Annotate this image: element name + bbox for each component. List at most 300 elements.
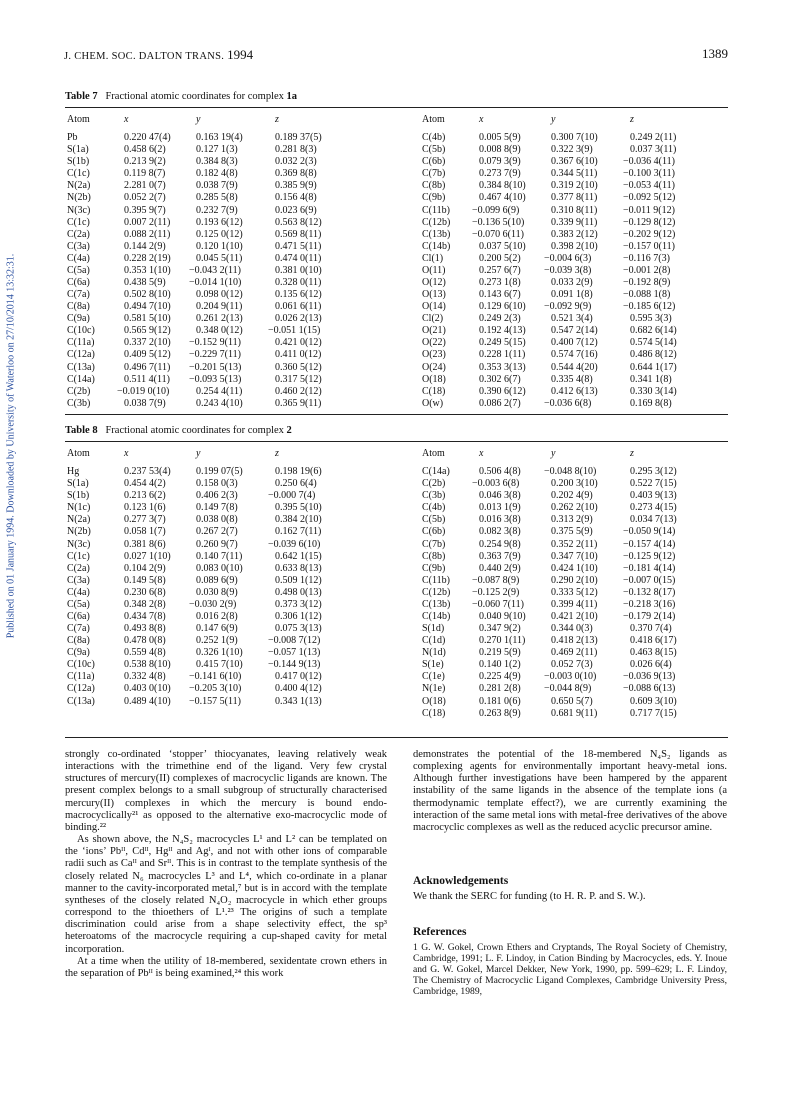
coordinate-cell: −0.043 2(11) (189, 264, 241, 276)
table-row (422, 325, 732, 337)
coordinate-cell: 0.290 2(10) (551, 574, 598, 586)
table-row (422, 301, 732, 313)
coordinate-cell: 0.199 07(5) (196, 466, 243, 478)
table-row (422, 539, 732, 551)
column-header: y (551, 448, 556, 459)
coordinate-cell: −0.092 9(9) (544, 301, 592, 313)
table8-right-block (422, 448, 732, 720)
atom-cell: C(10c) (67, 659, 95, 671)
coordinate-cell: 0.225 4(9) (479, 671, 521, 683)
table-row (422, 156, 732, 168)
coordinate-cell: −0.192 8(9) (623, 277, 671, 289)
table-row (422, 265, 732, 277)
coordinate-cell: −0.057 1(13) (268, 647, 321, 659)
coordinate-cell: 0.365 9(11) (275, 397, 322, 409)
column-header: Atom (67, 448, 90, 459)
coordinate-cell: 0.333 5(12) (551, 586, 598, 598)
table-row (422, 599, 732, 611)
coordinate-cell: 0.412 6(13) (551, 385, 598, 397)
coordinate-cell: 0.415 7(10) (196, 659, 243, 671)
coordinate-cell: 0.347 7(10) (551, 550, 598, 562)
atom-cell: C(11a) (67, 671, 95, 683)
atom-cell: C(13b) (422, 598, 451, 610)
coordinate-cell: 0.353 1(10) (124, 264, 171, 276)
coordinate-cell: 0.219 5(9) (479, 647, 521, 659)
coordinate-cell: 0.574 5(14) (630, 337, 677, 349)
coordinate-cell: 0.262 2(10) (551, 502, 598, 514)
atom-cell: C(6b) (422, 526, 446, 538)
column-header: y (196, 448, 201, 459)
table-row (422, 277, 732, 289)
table-row (67, 349, 387, 361)
table-row (422, 374, 732, 386)
atom-cell: O(14) (422, 301, 446, 313)
coordinate-cell: 0.237 53(4) (124, 466, 171, 478)
coordinate-cell: 0.369 8(8) (275, 168, 317, 180)
coordinate-cell: 0.332 4(8) (124, 671, 166, 683)
table-row (422, 349, 732, 361)
table-row (422, 563, 732, 575)
coordinate-cell: 0.228 1(11) (479, 349, 526, 361)
atom-cell: S(1b) (67, 490, 90, 502)
atom-cell: C(4b) (422, 132, 446, 144)
provenance-text: Published on 01 January 1994. Downloaded by University of Waterloo on 27/10/2014 13:32:31. (5, 253, 17, 639)
coordinate-cell: 0.467 4(10) (479, 192, 526, 204)
table-row (422, 683, 732, 695)
coordinate-cell: 0.424 1(10) (551, 562, 598, 574)
coordinate-cell: 0.129 6(10) (479, 301, 526, 313)
column-header: y (551, 114, 556, 125)
column-header: Atom (67, 114, 90, 125)
atom-cell: N(1d) (422, 647, 446, 659)
coordinate-cell: 0.200 3(10) (551, 478, 598, 490)
coordinate-cell: 0.120 1(10) (196, 240, 243, 252)
table-row (422, 466, 732, 478)
table-row (422, 144, 732, 156)
coordinate-cell: 0.717 7(15) (630, 707, 677, 719)
column-header: y (196, 114, 201, 125)
table7-bottom-rule (65, 414, 728, 415)
atom-cell: C(14b) (422, 240, 451, 252)
table8-top-rule (65, 441, 728, 442)
atom-cell: C(8b) (422, 550, 446, 562)
atom-cell: C(9b) (422, 562, 446, 574)
atom-cell: C(13a) (67, 361, 95, 373)
table-row (422, 289, 732, 301)
coordinate-cell: −0.044 8(9) (544, 683, 592, 695)
coordinate-cell: 0.344 5(11) (551, 168, 598, 180)
coordinate-cell: 0.418 2(13) (551, 635, 598, 647)
coordinate-cell: 0.026 2(13) (275, 313, 322, 325)
coordinate-cell: 0.399 4(11) (551, 598, 598, 610)
coordinate-cell: 0.008 8(9) (479, 144, 521, 156)
atom-cell: C(2a) (67, 228, 90, 240)
coordinate-cell: −0.229 7(11) (189, 349, 241, 361)
coordinate-cell: 0.273 1(8) (479, 277, 521, 289)
coordinate-cell: −0.205 3(10) (189, 683, 242, 695)
coordinate-cell: 0.260 9(7) (196, 538, 238, 550)
table8-left-block (67, 448, 387, 708)
atom-cell: C(3b) (67, 397, 91, 409)
atom-cell: N(2b) (67, 192, 91, 204)
coordinate-cell: 0.395 5(10) (275, 502, 322, 514)
atom-cell: C(7b) (422, 168, 446, 180)
coordinate-cell: 0.232 7(9) (196, 204, 238, 216)
table-row (67, 301, 387, 313)
coordinate-cell: 0.005 5(9) (479, 132, 521, 144)
table-row (67, 490, 387, 502)
table-row (67, 659, 387, 671)
atom-cell: C(9a) (67, 647, 90, 659)
table-row (422, 647, 732, 659)
table-row (67, 313, 387, 325)
coordinate-cell: 0.125 0(12) (196, 228, 243, 240)
table-row (422, 132, 732, 144)
coordinate-cell: 0.040 9(10) (479, 611, 526, 623)
coordinate-cell: 0.038 7(9) (196, 180, 238, 192)
table-row (67, 374, 387, 386)
coordinate-cell: 0.381 0(10) (275, 264, 322, 276)
table7-compound: 1a (286, 91, 298, 102)
table-row (67, 587, 387, 599)
coordinate-cell: 0.273 7(9) (479, 168, 521, 180)
coordinate-cell: −0.100 3(11) (623, 168, 675, 180)
coordinate-cell: 0.135 6(12) (275, 289, 322, 301)
coordinate-cell: 0.400 7(12) (551, 337, 598, 349)
coordinate-cell: 0.213 9(2) (124, 156, 166, 168)
coordinate-cell: 0.353 3(13) (479, 361, 526, 373)
coordinate-cell: −0.093 5(13) (189, 373, 242, 385)
coordinate-cell: 0.089 6(9) (196, 574, 238, 586)
table-row (422, 490, 732, 502)
atom-cell: C(2b) (422, 478, 446, 490)
table-row (422, 386, 732, 398)
column-header: z (630, 448, 634, 459)
coordinate-cell: 0.267 2(7) (196, 526, 238, 538)
coordinate-cell: −0.136 5(10) (472, 216, 525, 228)
coordinate-cell: 0.016 2(8) (196, 611, 238, 623)
coordinate-cell: 0.052 7(3) (551, 659, 593, 671)
coordinate-cell: 0.406 2(3) (196, 490, 238, 502)
table-row (67, 647, 387, 659)
coordinate-cell: 0.213 6(2) (124, 490, 166, 502)
atom-cell: C(5b) (422, 514, 446, 526)
coordinate-cell: 0.098 0(12) (196, 289, 243, 301)
atom-cell: C(9a) (67, 313, 90, 325)
coordinate-cell: −0.157 5(11) (189, 695, 241, 707)
coordinate-cell: −0.218 3(16) (623, 598, 676, 610)
coordinate-cell: 0.489 4(10) (124, 695, 171, 707)
coordinate-cell: 0.295 3(12) (630, 466, 677, 478)
atom-cell: C(8a) (67, 635, 90, 647)
coordinate-cell: −0.099 6(9) (472, 204, 520, 216)
table7-label: Table 7 (65, 91, 98, 102)
coordinate-cell: 0.547 2(14) (551, 325, 598, 337)
coordinate-cell: −0.185 6(12) (623, 301, 676, 313)
coordinate-cell: 0.367 6(10) (551, 156, 598, 168)
atom-cell: C(10c) (67, 325, 95, 337)
body-right-column (413, 749, 727, 834)
atom-cell: S(1d) (422, 623, 445, 635)
table7-title: Fractional atomic coordinates for complex (105, 91, 284, 102)
paragraph: We thank the SERC for funding (to H. R. P. and S. W.). (413, 891, 646, 902)
atom-cell: C(13b) (422, 228, 451, 240)
coordinate-cell: 0.360 5(12) (275, 361, 322, 373)
coordinate-cell: −0.060 7(11) (472, 598, 524, 610)
coordinate-cell: 0.030 8(9) (196, 586, 238, 598)
table-row (67, 156, 387, 168)
coordinate-cell: −0.179 2(14) (623, 611, 676, 623)
coordinate-cell: 0.270 1(11) (479, 635, 526, 647)
coordinate-cell: 0.471 5(11) (275, 240, 322, 252)
atom-cell: C(12b) (422, 586, 451, 598)
coordinate-cell: −0.014 1(10) (189, 277, 242, 289)
coordinate-cell: 0.339 9(11) (551, 216, 598, 228)
coordinate-cell: 0.045 5(11) (196, 252, 243, 264)
table-header-row (67, 448, 387, 460)
table-row (67, 623, 387, 635)
table7-right-block (422, 114, 732, 410)
coordinate-cell: −0.039 3(8) (544, 264, 592, 276)
table-row (67, 289, 387, 301)
table-row (67, 551, 387, 563)
column-header: z (275, 114, 279, 125)
coordinate-cell: 0.434 7(8) (124, 611, 166, 623)
table-row (67, 277, 387, 289)
column-header: x (479, 114, 484, 125)
coordinate-cell: −0.051 1(15) (268, 325, 321, 337)
coordinate-cell: 0.421 2(10) (551, 611, 598, 623)
coordinate-cell: 0.344 0(3) (551, 623, 593, 635)
atom-cell: N(3c) (67, 538, 91, 550)
coordinate-cell: 0.163 19(4) (196, 132, 243, 144)
atom-cell: N(3c) (67, 204, 91, 216)
coordinate-cell: 0.079 3(9) (479, 156, 521, 168)
table-row (67, 217, 387, 229)
table-row (422, 708, 732, 720)
coordinate-cell: 0.330 3(14) (630, 385, 677, 397)
coordinate-cell: −0.087 8(9) (472, 574, 520, 586)
coordinate-cell: −0.048 8(10) (544, 466, 597, 478)
table7-top-rule (65, 107, 728, 108)
atom-cell: Cl(2) (422, 313, 444, 325)
column-header: z (275, 448, 279, 459)
coordinate-cell: 0.370 7(4) (630, 623, 672, 635)
coordinate-cell: 0.086 2(7) (479, 397, 521, 409)
table-row (422, 526, 732, 538)
coordinate-cell: 0.348 0(12) (196, 325, 243, 337)
coordinate-cell: 0.363 7(9) (479, 550, 521, 562)
coordinate-cell: 0.189 37(5) (275, 132, 322, 144)
coordinate-cell: −0.036 4(11) (623, 156, 675, 168)
atom-cell: O(13) (422, 289, 446, 301)
coordinate-cell: 0.569 8(11) (275, 228, 322, 240)
coordinate-cell: 0.377 8(11) (551, 192, 598, 204)
coordinate-cell: 0.581 5(10) (124, 313, 171, 325)
column-header: Atom (422, 448, 445, 459)
atom-cell: O(21) (422, 325, 446, 337)
coordinate-cell: 0.123 1(6) (124, 502, 166, 514)
coordinate-cell: 0.633 8(13) (275, 562, 322, 574)
table-row (422, 696, 732, 708)
coordinate-cell: −0.152 9(11) (189, 337, 241, 349)
coordinate-cell: 0.007 2(11) (124, 216, 171, 228)
atom-cell: C(5a) (67, 264, 90, 276)
table-row (67, 386, 387, 398)
table-row (422, 192, 732, 204)
table-row (67, 325, 387, 337)
coordinate-cell: 0.254 4(11) (196, 385, 243, 397)
coordinate-cell: 0.384 8(3) (196, 156, 238, 168)
coordinate-cell: −0.116 7(3) (623, 252, 670, 264)
coordinate-cell: 0.075 3(13) (275, 623, 322, 635)
coordinate-cell: −0.030 2(9) (189, 598, 237, 610)
coordinate-cell: −0.011 9(12) (623, 204, 675, 216)
coordinate-cell: 0.181 0(6) (479, 695, 521, 707)
coordinate-cell: 0.261 2(13) (196, 313, 243, 325)
coordinate-cell: 0.083 0(10) (196, 562, 243, 574)
atom-cell: C(13a) (67, 695, 95, 707)
coordinate-cell: 0.319 2(10) (551, 180, 598, 192)
atom-cell: C(4a) (67, 586, 90, 598)
table-row (67, 144, 387, 156)
acknowledgements-heading: Acknowledgements (413, 875, 509, 887)
coordinate-cell: 0.565 9(12) (124, 325, 171, 337)
coordinate-cell: 0.310 8(11) (551, 204, 598, 216)
coordinate-cell: 0.252 1(9) (196, 635, 238, 647)
atom-cell: O(18) (422, 695, 446, 707)
paragraph: demonstrates the potential of the 18-membered N₄S₂ ligands as complexing agents for environmentally important heavy-metal ions. Although further investigations have been hampered by the apparent instability of the same ligands in the absence of the template ions (a thermodynamic template effect?), we are currently examining the interaction of the same metal ions with metal-free derivatives of the above macrocyclic complexes as well as the reduced acyclic precursor amine. (413, 749, 727, 833)
coordinate-cell: 0.494 7(10) (124, 301, 171, 313)
table-row (422, 180, 732, 192)
coordinate-cell: 0.281 2(8) (479, 683, 521, 695)
coordinate-cell: −0.202 9(12) (623, 228, 676, 240)
coordinate-cell: 0.082 3(8) (479, 526, 521, 538)
table-row (67, 466, 387, 478)
coordinate-cell: 0.538 8(10) (124, 659, 171, 671)
atom-cell: C(8a) (67, 301, 90, 313)
table-row (67, 526, 387, 538)
table-row (67, 168, 387, 180)
coordinate-cell: −0.019 0(10) (117, 385, 170, 397)
coordinate-cell: 0.149 5(8) (124, 574, 166, 586)
atom-cell: C(14b) (422, 611, 451, 623)
coordinate-cell: 0.249 5(15) (479, 337, 526, 349)
coordinate-cell: −0.053 4(11) (623, 180, 675, 192)
references-heading: References (413, 926, 467, 938)
atom-cell: C(11b) (422, 204, 450, 216)
table-row (67, 229, 387, 241)
coordinate-cell: 0.563 8(12) (275, 216, 322, 228)
coordinate-cell: 0.373 3(12) (275, 598, 322, 610)
table-row (67, 132, 387, 144)
table-row (422, 205, 732, 217)
coordinate-cell: 0.143 6(7) (479, 289, 521, 301)
atom-cell: C(1c) (67, 168, 90, 180)
coordinate-cell: 0.326 1(10) (196, 647, 243, 659)
table-row (67, 478, 387, 490)
atom-cell: C(1d) (422, 635, 446, 647)
coordinate-cell: 0.417 0(12) (275, 671, 322, 683)
coordinate-cell: 0.162 7(11) (275, 526, 322, 538)
download-provenance-note[interactable] (4, 226, 18, 666)
coordinate-cell: 0.403 0(10) (124, 683, 171, 695)
coordinate-cell: 0.421 0(12) (275, 337, 322, 349)
atom-cell: S(1a) (67, 144, 89, 156)
coordinate-cell: −0.003 6(8) (472, 478, 520, 490)
coordinate-cell: 0.609 3(10) (630, 695, 677, 707)
atom-cell: C(14a) (422, 466, 450, 478)
table-row (67, 362, 387, 374)
atom-cell: N(2a) (67, 180, 91, 192)
atom-cell: S(1e) (422, 659, 444, 671)
coordinate-cell: 0.383 2(12) (551, 228, 598, 240)
coordinate-cell: 0.496 7(11) (124, 361, 171, 373)
coordinate-cell: −0.004 6(3) (544, 252, 592, 264)
atom-cell: N(1c) (67, 502, 91, 514)
coordinate-cell: 0.249 2(3) (479, 313, 521, 325)
coordinate-cell: −0.157 0(11) (623, 240, 675, 252)
atom-cell: C(11b) (422, 574, 450, 586)
coordinate-cell: 0.574 7(16) (551, 349, 598, 361)
atom-cell: C(12a) (67, 683, 95, 695)
paragraph: As shown above, the N₄S₂ macrocycles L¹ and L² can be templated on the ‘ions’ Pbᴵᴵ, Cdᴵᴵ, Hgᴵᴵ and Agᴵ, and not with other ions of comparable radii such as Caᴵᴵ and Srᴵᴵ. This is in contrast to the template synthesis of the closely related N₆ macrocycles L³ and L⁴, which co-ordinate in a planar manner to the cavity-incorporated metal,⁷ but is in accord with the template syntheses of the closely related N₄O₂ macrocycle in which ether groups correspond to the thioethers of L¹.²³ The origins of such a template discrimination could arise from a shape selectivity effect, the sp³ heteroatoms of the macrocycle requiring a cup-shaped cavity for metal incorporation. (65, 834, 387, 955)
atom-cell: C(1c) (67, 216, 90, 228)
coordinate-cell: 0.140 1(2) (479, 659, 521, 671)
coordinate-cell: −0.125 9(12) (623, 550, 676, 562)
atom-cell: N(2a) (67, 514, 91, 526)
table-row (67, 514, 387, 526)
coordinate-cell: 0.347 9(2) (479, 623, 521, 635)
table-row (422, 659, 732, 671)
table-row (67, 253, 387, 265)
coordinate-cell: 0.200 5(2) (479, 252, 521, 264)
atom-cell: C(3b) (422, 490, 446, 502)
atom-cell: O(11) (422, 264, 446, 276)
coordinate-cell: 0.469 2(11) (551, 647, 598, 659)
table-row (67, 696, 387, 708)
table-row (422, 502, 732, 514)
atom-cell: C(18) (422, 707, 446, 719)
table-row (422, 313, 732, 325)
atom-cell: C(3a) (67, 240, 90, 252)
body-left-column (65, 749, 387, 980)
coordinate-cell: 0.438 5(9) (124, 277, 166, 289)
table-row (67, 635, 387, 647)
coordinate-cell: 0.127 1(3) (196, 144, 238, 156)
coordinate-cell: −0.125 2(9) (472, 586, 520, 598)
coordinate-cell: 0.016 3(8) (479, 514, 521, 526)
coordinate-cell: 0.193 6(12) (196, 216, 243, 228)
atom-cell: C(7a) (67, 623, 90, 635)
coordinate-cell: 0.381 8(6) (124, 538, 166, 550)
table7-caption (65, 91, 297, 102)
column-header: Atom (422, 114, 445, 125)
coordinate-cell: 0.026 6(4) (630, 659, 672, 671)
coordinate-cell: 0.158 0(3) (196, 478, 238, 490)
table-row (422, 398, 732, 410)
coordinate-cell: 0.091 1(8) (551, 289, 593, 301)
table-row (422, 337, 732, 349)
coordinate-cell: 0.440 2(9) (479, 562, 521, 574)
coordinate-cell: 0.409 5(12) (124, 349, 171, 361)
atom-cell: C(12b) (422, 216, 451, 228)
coordinate-cell: −0.129 8(12) (623, 216, 676, 228)
table7-left-block (67, 114, 387, 410)
atom-cell: C(6a) (67, 611, 90, 623)
atom-cell: C(5a) (67, 598, 90, 610)
table-row (67, 398, 387, 410)
